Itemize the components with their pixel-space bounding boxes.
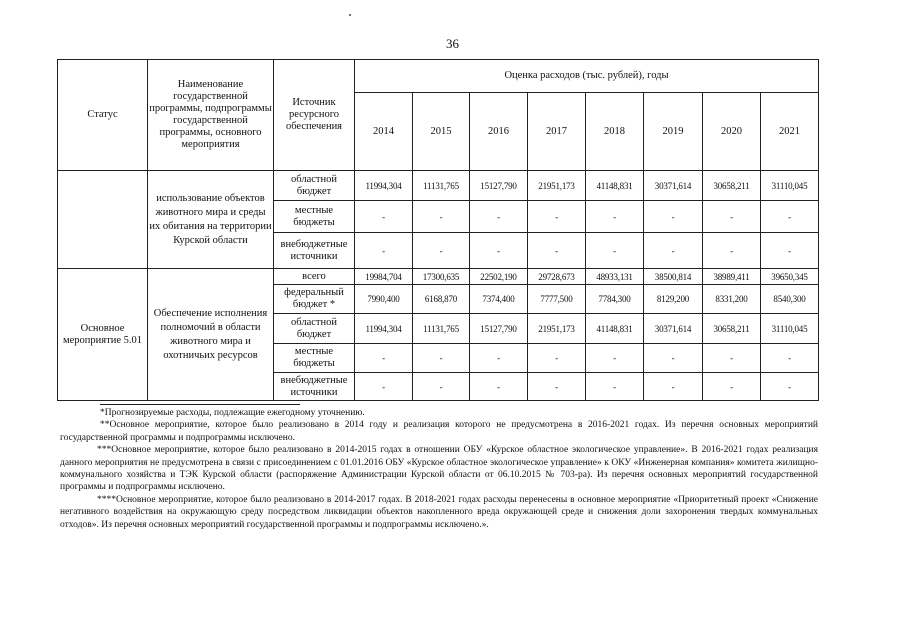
value-cell: 17300,635 <box>413 269 470 285</box>
value-cell: 39650,345 <box>761 269 819 285</box>
value-cell: 31110,045 <box>761 314 819 344</box>
block1-status <box>58 171 148 269</box>
value-cell: 11994,304 <box>355 171 413 201</box>
block2-program-name: Обеспечение исполнения полномочий в области животного мира и охотничьих ресурсов <box>148 269 274 401</box>
value-cell: - <box>355 233 413 269</box>
budget-table <box>57 59 819 401</box>
value-cell: 21951,173 <box>528 171 586 201</box>
value-cell: - <box>703 201 761 233</box>
value-cell: - <box>761 233 819 269</box>
value-cell: - <box>355 201 413 233</box>
source-cell: всего <box>274 269 355 285</box>
footnote-divider <box>100 404 300 405</box>
value-cell: - <box>586 373 644 401</box>
value-cell: - <box>586 201 644 233</box>
header-year: 2015 <box>413 93 470 171</box>
value-cell: - <box>470 373 528 401</box>
source-cell: областной бюджет <box>274 171 355 201</box>
value-cell: 38500,814 <box>644 269 703 285</box>
value-cell: 11994,304 <box>355 314 413 344</box>
value-cell: - <box>703 344 761 373</box>
block1-program-name: использование объектов животного мира и среды их обитания на территории Курской области <box>148 171 274 269</box>
header-year: 2021 <box>761 93 819 171</box>
value-cell: 11131,765 <box>413 171 470 201</box>
value-cell: 7777,500 <box>528 285 586 314</box>
value-cell: 38989,411 <box>703 269 761 285</box>
source-cell: внебюджетные источники <box>274 233 355 269</box>
value-cell: - <box>470 344 528 373</box>
scan-dot <box>349 14 351 16</box>
header-status: Статус <box>58 60 148 171</box>
header-year: 2017 <box>528 93 586 171</box>
value-cell: 41148,831 <box>586 171 644 201</box>
value-cell: - <box>644 373 703 401</box>
value-cell: - <box>703 373 761 401</box>
value-cell: 8540,300 <box>761 285 819 314</box>
value-cell: - <box>703 233 761 269</box>
value-cell: 15127,790 <box>470 171 528 201</box>
value-cell: - <box>413 233 470 269</box>
value-cell: 11131,765 <box>413 314 470 344</box>
value-cell: 7784,300 <box>586 285 644 314</box>
value-cell: - <box>413 344 470 373</box>
value-cell: - <box>413 201 470 233</box>
footnote: *Прогнозируемые расходы, подлежащие ежегодному уточнению. <box>100 408 365 418</box>
value-cell: 8331,200 <box>703 285 761 314</box>
source-cell: местные бюджеты <box>274 344 355 373</box>
value-cell: - <box>644 233 703 269</box>
value-cell: 19984,704 <box>355 269 413 285</box>
value-cell: - <box>644 201 703 233</box>
value-cell: 31110,045 <box>761 171 819 201</box>
value-cell: - <box>528 344 586 373</box>
footnote: ****Основное мероприятие, которое было реализовано в 2014-2017 годах. В 2018-2021 годах расходы перенесены в основное мероприятие «Приоритетный проект «Снижение негативного воздействия на окружающую среду посредством ликвидации объектов накопленного вреда окружающей среде и снижения доли захоронения твердых коммунальных отходов». Из перечня основных мероприятий государственной программы и подпрограммы исключено.». <box>60 494 818 530</box>
source-cell: местные бюджеты <box>274 201 355 233</box>
value-cell: - <box>355 373 413 401</box>
header-source: Источник ресурсного обеспечения <box>274 60 355 171</box>
value-cell: - <box>470 233 528 269</box>
value-cell: 7990,400 <box>355 285 413 314</box>
value-cell: 21951,173 <box>528 314 586 344</box>
value-cell: 8129,200 <box>644 285 703 314</box>
value-cell: 30658,211 <box>703 171 761 201</box>
value-cell: - <box>761 344 819 373</box>
page-number: 36 <box>446 36 459 51</box>
value-cell: 41148,831 <box>586 314 644 344</box>
value-cell: - <box>528 373 586 401</box>
header-program-name: Наименование государственной программы, подпрограммы государственной программы, основного мероприятия <box>148 60 274 171</box>
value-cell: 6168,870 <box>413 285 470 314</box>
value-cell: - <box>586 233 644 269</box>
header-year: 2020 <box>703 93 761 171</box>
value-cell: 29728,673 <box>528 269 586 285</box>
footnote: **Основное мероприятие, которое было реализовано в 2014 году и реализация которого не предусмотрена в 2016-2021 годах. Из перечня основных мероприятий государственной программы и подпрограммы исключено. <box>60 420 818 443</box>
value-cell: - <box>761 201 819 233</box>
header-year: 2014 <box>355 93 413 171</box>
source-cell: внебюджетные источники <box>274 373 355 401</box>
value-cell: - <box>355 344 413 373</box>
value-cell: - <box>528 201 586 233</box>
value-cell: 30658,211 <box>703 314 761 344</box>
value-cell: 30371,614 <box>644 171 703 201</box>
header-year: 2019 <box>644 93 703 171</box>
value-cell: - <box>644 344 703 373</box>
value-cell: - <box>586 344 644 373</box>
value-cell: - <box>761 373 819 401</box>
header-year: 2018 <box>586 93 644 171</box>
header-estimate: Оценка расходов (тыс. рублей), годы <box>355 60 819 93</box>
footnote: ***Основное мероприятие, которое было реализовано в 2014-2015 годах в отношении ОБУ «Курское областное экологическое управление». В 2016-2021 годах реализация данного мероприятия не предусмотрена в связи с присоединением с 01.01.2016 ОБУ «Курское областное экологическое управление» к ОКУ «Инженерная компания» комитета жилищно-коммунального хозяйства и ТЭК Курской области (распоряжение Администрации Курской области от 06.10.2015 № 703-ра). Из перечня основных мероприятий государственной программы и подпрограммы исключено. <box>60 445 818 493</box>
value-cell: 30371,614 <box>644 314 703 344</box>
footnotes <box>60 404 818 531</box>
value-cell: - <box>528 233 586 269</box>
header-year: 2016 <box>470 93 528 171</box>
source-cell: областной бюджет <box>274 314 355 344</box>
value-cell: - <box>470 201 528 233</box>
value-cell: 22502,190 <box>470 269 528 285</box>
block2-status: Основное мероприятие 5.01 <box>58 269 148 401</box>
value-cell: - <box>413 373 470 401</box>
value-cell: 15127,790 <box>470 314 528 344</box>
value-cell: 7374,400 <box>470 285 528 314</box>
source-cell: федеральный бюджет * <box>274 285 355 314</box>
value-cell: 48933,131 <box>586 269 644 285</box>
